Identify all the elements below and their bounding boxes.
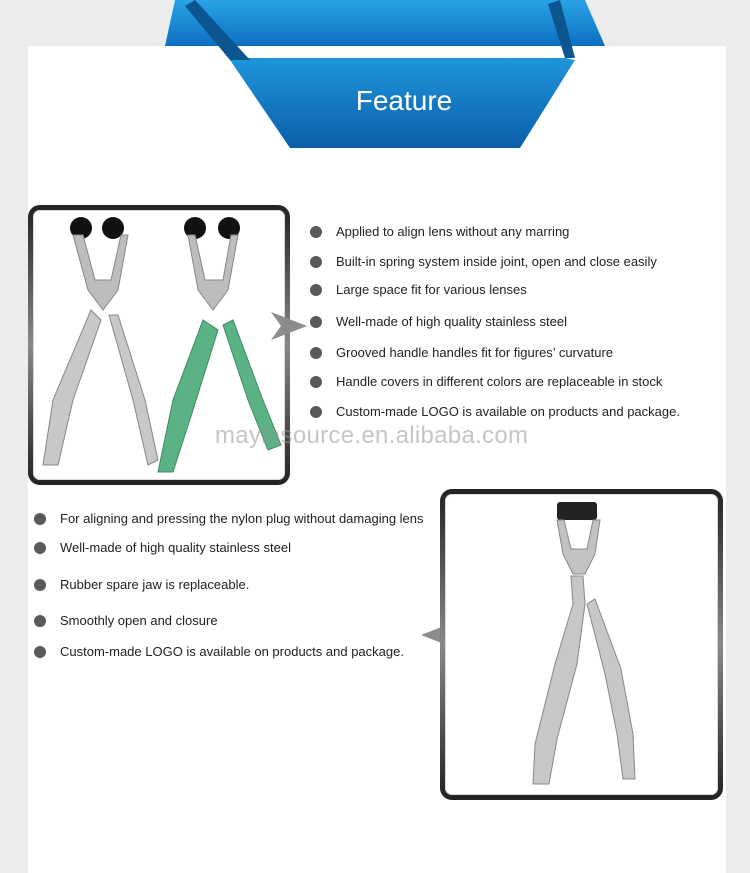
watermark-text: maylasource.en.alibaba.com [215, 422, 529, 449]
list-item: For aligning and pressing the nylon plug without damaging lens [34, 511, 424, 526]
banner-title: Feature [355, 85, 453, 116]
list-item: Large space fit for various lenses [310, 282, 527, 297]
pointer-arrow-right-icon [271, 312, 307, 340]
bullet-icon [310, 376, 322, 388]
single-plier-image [445, 494, 718, 795]
bullet-icon [310, 347, 322, 359]
list-item: Custom-made LOGO is available on products and package. [34, 644, 404, 659]
list-item: Smoothly open and closure [34, 613, 218, 628]
bullet-icon [310, 226, 322, 238]
list-item: Rubber spare jaw is replaceable. [34, 577, 249, 592]
bullet-icon [34, 513, 46, 525]
bullet-icon [310, 316, 322, 328]
bullet-icon [34, 579, 46, 591]
bullet-icon [34, 646, 46, 658]
bullet-icon [310, 406, 322, 418]
bullet-icon [310, 284, 322, 296]
list-item: Applied to align lens without any marring [310, 224, 569, 239]
bullet-icon [34, 615, 46, 627]
bullet-icon [310, 256, 322, 268]
ribbon-back [165, 0, 605, 46]
list-item: Grooved handle handles fit for figures’ curvature [310, 345, 613, 360]
list-item: Built-in spring system inside joint, open and close easily [310, 254, 657, 269]
product-photo-frame-2 [440, 489, 723, 800]
list-item: Well-made of high quality stainless steel [310, 314, 567, 329]
feature-banner [0, 0, 750, 150]
list-item: Handle covers in different colors are replaceable in stock [310, 374, 662, 389]
list-item: Well-made of high quality stainless steel [34, 540, 291, 555]
bullet-icon [34, 542, 46, 554]
list-item: Custom-made LOGO is available on products and package. [310, 404, 680, 419]
